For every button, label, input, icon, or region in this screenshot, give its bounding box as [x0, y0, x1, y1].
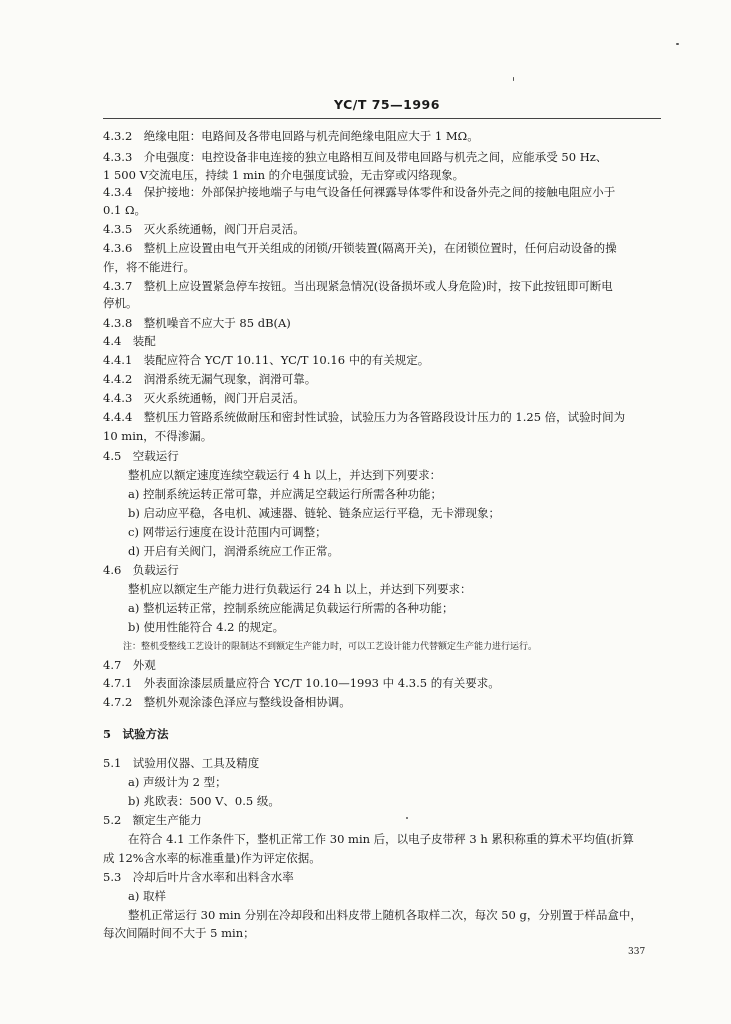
clause-4-4-4-cont: 10 min，不得渗漏。	[103, 429, 213, 443]
list-item-5-1-a: a) 声级计为 2 型；	[128, 775, 227, 789]
paragraph-5-2: 在符合 4.1 工作条件下，整机正常工作 30 min 后，以电子皮带秤 3 h 累积称重的算术平均值(折算	[128, 832, 634, 846]
paragraph-4-6: 整机应以额定生产能力进行负载运行 24 h 以上，并达到下列要求：	[128, 582, 472, 596]
section-4-6: 4.6 负载运行	[103, 563, 179, 577]
clause-4-4-4: 4.4.4 整机压力管路系统做耐压和密封性试验，试验压力为各管路段设计压力的 1.25 倍，试验时间为	[103, 410, 626, 424]
clause-4-3-5: 4.3.5 灭火系统通畅，阀门开启灵活。	[103, 222, 305, 236]
list-item-4-6-a: a) 整机运转正常，控制系统应能满足负载运行所需的各种功能；	[128, 601, 454, 615]
paragraph-5-3: 整机正常运行 30 min 分别在冷却段和出料皮带上随机各取样二次，每次 50 g，分别置于样品盒中，	[128, 908, 642, 922]
section-5-2: 5.2 额定生产能力	[103, 813, 202, 827]
paragraph-5-3-cont: 每次间隔时间不大于 5 min；	[103, 926, 255, 940]
page-number: 337	[628, 947, 646, 957]
paragraph-4-5: 整机应以额定速度连续空载运行 4 h 以上，并达到下列要求：	[128, 468, 442, 482]
scan-speck	[676, 43, 679, 45]
section-5-3: 5.3 冷却后叶片含水率和出料含水率	[103, 870, 294, 884]
clause-4-3-2: 4.3.2 绝缘电阻：电路间及各带电回路与机壳间绝缘电阻应大于 1 MΩ。	[103, 129, 479, 143]
section-4-4: 4.4 装配	[103, 334, 156, 348]
list-item-4-5-b: b) 启动应平稳，各电机、减速器、链轮、链条应运行平稳，无卡滞现象；	[128, 506, 500, 520]
paragraph-5-2-cont: 成 12%含水率的标准重量)作为评定依据。	[103, 851, 321, 865]
section-4-7: 4.7 外观	[103, 658, 156, 672]
clause-4-4-1: 4.4.1 装配应符合 YC/T 10.11、YC/T 10.16 中的有关规定。	[103, 353, 430, 367]
list-item-4-5-a: a) 控制系统运转正常可靠，并应满足空载运行所需各种功能；	[128, 487, 442, 501]
section-5-heading: 5 试验方法	[103, 727, 169, 741]
scan-speck	[406, 817, 408, 819]
clause-4-3-3-cont: 1 500 V交流电压，持续 1 min 的介电强度试验，无击穿或闪络现象。	[103, 168, 465, 182]
clause-4-3-8: 4.3.8 整机噪音不应大于 85 dB(A)	[103, 316, 291, 330]
clause-4-4-2: 4.4.2 润滑系统无漏气现象，润滑可靠。	[103, 372, 317, 386]
clause-4-3-4: 4.3.4 保护接地：外部保护接地端子与电气设备任何裸露导体零件和设备外壳之间的接触电阻应小于	[103, 185, 616, 199]
clause-4-7-2: 4.7.2 整机外观涂漆色泽应与整线设备相协调。	[103, 695, 351, 709]
clause-4-4-3: 4.4.3 灭火系统通畅，阀门开启灵活。	[103, 391, 305, 405]
clause-4-3-4-cont: 0.1 Ω。	[103, 203, 146, 217]
scan-speck	[513, 77, 514, 81]
clause-4-3-7: 4.3.7 整机上应设置紧急停车按钮。当出现紧急情况(设备损坏或人身危险)时，按下此按钮即可断电	[103, 279, 613, 293]
list-item-5-1-b: b) 兆欧表：500 V、0.5 级。	[128, 794, 280, 808]
list-item-4-5-c: c) 网带运行速度在设计范围内可调整；	[128, 525, 327, 539]
header-rule	[103, 118, 661, 119]
section-5-1: 5.1 试验用仪器、工具及精度	[103, 756, 260, 770]
list-item-4-5-d: d) 开启有关阀门，润滑系统应工作正常。	[128, 544, 340, 558]
clause-4-3-3: 4.3.3 介电强度：电控设备非电连接的独立电路相互间及带电回路与机壳之间，应能承受 50 Hz、	[103, 150, 608, 164]
clause-4-3-7-cont: 停机。	[103, 296, 138, 310]
header-standard-code: YC/T 75—1996	[334, 97, 440, 112]
section-4-5: 4.5 空载运行	[103, 449, 179, 463]
note-4-6: 注：整机受整线工艺设计的限制达不到额定生产能力时，可以工艺设计能力代替额定生产能力进行运行。	[123, 642, 538, 652]
clause-4-7-1: 4.7.1 外表面涂漆层质量应符合 YC/T 10.10—1993 中 4.3.5 的有关要求。	[103, 676, 500, 690]
list-item-4-6-b: b) 使用性能符合 4.2 的规定。	[128, 620, 285, 634]
clause-4-3-6: 4.3.6 整机上应设置由电气开关组成的闭锁/开锁装置(隔离开关)，在闭锁位置时，任何启动设备的操	[103, 241, 617, 255]
list-item-5-3-a: a) 取样	[128, 889, 166, 903]
clause-4-3-6-cont: 作，将不能进行。	[103, 260, 195, 274]
